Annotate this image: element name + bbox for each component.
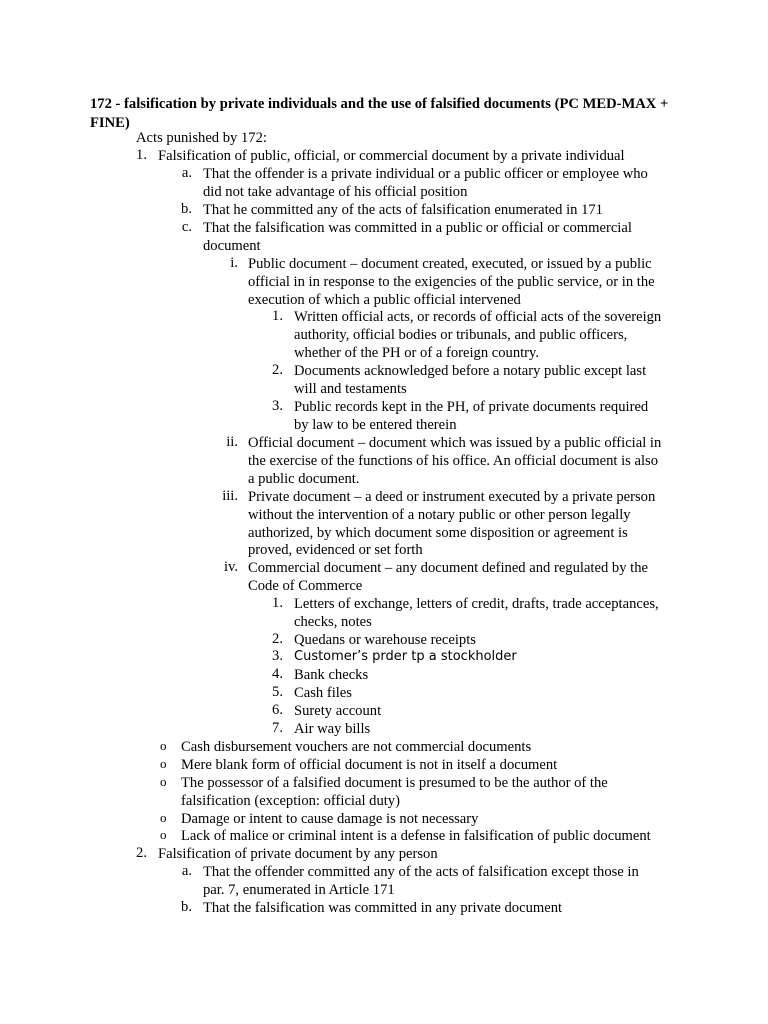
item2-title: Falsification of private document by any person bbox=[158, 846, 438, 862]
list-letter-b: b. bbox=[181, 899, 192, 915]
public-document-line: Public document – document created, executed, or issued by a public bbox=[248, 256, 652, 272]
list-number-2: 2. bbox=[272, 362, 283, 378]
list-roman-iv: iv. bbox=[223, 559, 238, 575]
private-document-line: without the intervention of a notary public or other person legally bbox=[248, 507, 631, 523]
item2-a-line: That the offender committed any of the acts of falsification except those in bbox=[203, 864, 639, 880]
list-number-2: 2. bbox=[136, 845, 147, 861]
list-number-5: 5. bbox=[272, 684, 283, 700]
commercial-doc-sub-line: checks, notes bbox=[294, 614, 372, 630]
list-letter-b: b. bbox=[181, 201, 192, 217]
bullet-marker: o bbox=[160, 756, 167, 771]
item1-a-line: did not take advantage of his official position bbox=[203, 184, 468, 200]
bullet-note-line: Mere blank form of official document is not in itself a document bbox=[181, 757, 558, 773]
bullet-marker: o bbox=[160, 827, 167, 842]
bullet-marker: o bbox=[160, 810, 167, 825]
public-doc-sub-line: by law to be entered therein bbox=[294, 417, 457, 433]
private-document-line: proved, evidenced or set forth bbox=[248, 542, 423, 558]
section-heading: 172 - falsification by private individuals and the use of falsified documents (PC MED-MAX + FINE) bbox=[90, 96, 669, 131]
commercial-doc-sub-line: Bank checks bbox=[294, 667, 369, 683]
list-number-6: 6. bbox=[272, 702, 283, 718]
commercial-doc-sub-line: Letters of exchange, letters of credit, drafts, trade acceptances, bbox=[294, 596, 659, 612]
private-document-line: authorized, by which document some disposition or agreement is bbox=[248, 525, 628, 541]
list-number-2: 2. bbox=[272, 631, 283, 647]
item2-b-line: That the falsification was committed in any private document bbox=[203, 900, 563, 916]
intro-text: Acts punished by 172: bbox=[136, 130, 267, 146]
official-document-line: a public document. bbox=[248, 471, 360, 487]
public-doc-sub-line: authority, official bodies or tribunals, and public officers, bbox=[294, 327, 628, 343]
bullet-note-line: The possessor of a falsified document is presumed to be the author of the bbox=[181, 775, 608, 791]
commercial-doc-sub-line: Surety account bbox=[294, 703, 382, 719]
list-number-3: 3. bbox=[272, 648, 283, 664]
private-document-line: Private document – a deed or instrument executed by a private person bbox=[248, 489, 656, 505]
list-number-7: 7. bbox=[272, 720, 283, 736]
item1-c-line: document bbox=[203, 238, 261, 254]
public-document-line: execution of which a public official intervened bbox=[248, 292, 521, 308]
bullet-note-line: Lack of malice or criminal intent is a defense in falsification of public document bbox=[181, 828, 651, 844]
official-document-line: the exercise of the functions of his office. An official document is also bbox=[248, 453, 658, 469]
item1-a-line: That the offender is a private individual or a public officer or employee who bbox=[203, 166, 648, 182]
item1-b-line: That he committed any of the acts of falsification enumerated in 171 bbox=[203, 202, 603, 218]
commercial-doc-sub-line: Air way bills bbox=[294, 721, 371, 737]
bullet-marker: o bbox=[160, 774, 167, 789]
list-number-1: 1. bbox=[272, 308, 283, 324]
commercial-doc-sub-line: Quedans or warehouse receipts bbox=[294, 632, 476, 648]
list-number-1: 1. bbox=[136, 147, 147, 163]
official-document-line: Official document – document which was issued by a public official in bbox=[248, 435, 662, 451]
bullet-note-line: Cash disbursement vouchers are not commercial documents bbox=[181, 739, 532, 755]
bullet-marker: o bbox=[160, 738, 167, 753]
commercial-document-line: Code of Commerce bbox=[248, 578, 363, 594]
commercial-doc-sub-line: Customer’s prder tp a stockholder bbox=[294, 649, 517, 664]
commercial-doc-sub-line: Cash files bbox=[294, 685, 352, 701]
bullet-note-line: falsification (exception: official duty) bbox=[181, 793, 400, 809]
public-doc-sub-line: Public records kept in the PH, of private documents required bbox=[294, 399, 649, 415]
list-roman-i: i. bbox=[230, 255, 238, 271]
list-roman-ii: ii. bbox=[226, 434, 238, 450]
list-letter-a: a. bbox=[181, 863, 192, 879]
public-doc-sub-line: Written official acts, or records of official acts of the sovereign bbox=[294, 309, 662, 325]
list-number-3: 3. bbox=[272, 398, 283, 414]
list-roman-iii: iii. bbox=[222, 488, 238, 504]
item2-a-line: par. 7, enumerated in Article 171 bbox=[203, 882, 395, 898]
item1-c-line: That the falsification was committed in a public or official or commercial bbox=[203, 220, 632, 236]
public-doc-sub-line: Documents acknowledged before a notary public except last bbox=[294, 363, 647, 379]
list-letter-c: c. bbox=[181, 219, 192, 235]
item1-title: Falsification of public, official, or commercial document by a private individual bbox=[158, 148, 625, 164]
commercial-document-line: Commercial document – any document defined and regulated by the bbox=[248, 560, 648, 576]
public-doc-sub-line: will and testaments bbox=[294, 381, 407, 397]
bullet-note-line: Damage or intent to cause damage is not necessary bbox=[181, 811, 479, 827]
public-doc-sub-line: whether of the PH or of a foreign country. bbox=[294, 345, 540, 361]
list-letter-a: a. bbox=[181, 165, 192, 181]
list-number-4: 4. bbox=[272, 666, 283, 682]
public-document-line: official in in response to the exigencies of the public service, or in the bbox=[248, 274, 655, 290]
list-number-1: 1. bbox=[272, 595, 283, 611]
